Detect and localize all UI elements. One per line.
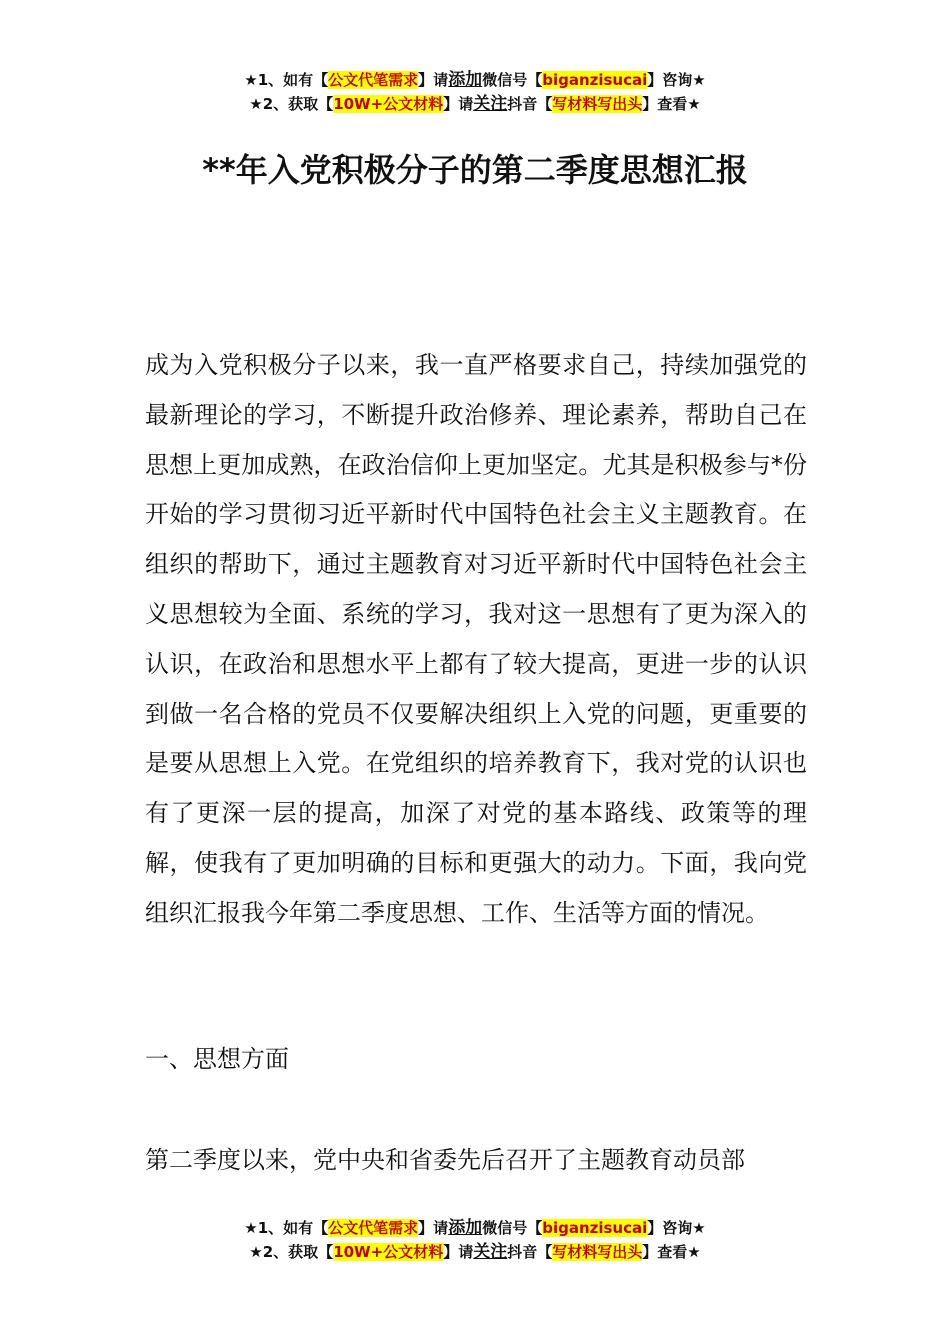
- emphasis-text: 添加: [448, 1218, 483, 1238]
- notice-text: 】咨询★: [647, 71, 706, 89]
- notice-line-2: [0, 1240, 950, 1264]
- notice-text: ★2、获取【: [249, 95, 334, 113]
- section-heading: 一、思想方面: [145, 1045, 289, 1073]
- header-notice: [0, 68, 950, 116]
- highlight-materials: 10W+公文材料: [333, 95, 444, 113]
- highlight-douyin-id: 写材料写出头: [552, 1243, 643, 1261]
- notice-line-1: [0, 68, 950, 92]
- highlight-wechat-id: biganzisucai: [542, 71, 648, 89]
- notice-text: ★1、如有【: [244, 1219, 329, 1237]
- notice-text: 】请: [443, 1243, 474, 1261]
- highlight-douyin-id: 写材料写出头: [552, 95, 643, 113]
- highlight-wechat-id: biganzisucai: [542, 1219, 648, 1237]
- notice-text: 微信号【: [482, 71, 543, 89]
- notice-text: 抖音【: [507, 1243, 553, 1261]
- notice-text: ★2、获取【: [249, 1243, 334, 1261]
- notice-text: 】查看★: [642, 1243, 701, 1261]
- emphasis-text: 关注: [473, 94, 508, 114]
- notice-text: 】请: [418, 1219, 449, 1237]
- highlight-service: 公文代笔需求: [328, 71, 419, 89]
- body-paragraph: 第二季度以来，党中央和省委先后召开了主题教育动员部: [145, 1146, 745, 1174]
- highlight-service: 公文代笔需求: [328, 1219, 419, 1237]
- document-title: **年入党积极分子的第二季度思想汇报: [202, 151, 748, 189]
- notice-text: 】咨询★: [647, 1219, 706, 1237]
- notice-line-1: [0, 1216, 950, 1240]
- notice-text: 】请: [443, 95, 474, 113]
- emphasis-text: 关注: [473, 1242, 508, 1262]
- highlight-materials: 10W+公文材料: [333, 1243, 444, 1261]
- body-paragraph: 成为入党积极分子以来，我一直严格要求自己，持续加强党的最新理论的学习，不断提升政治修养、理论素养，帮助自己在思想上更加成熟，在政治信仰上更加坚定。尤其是积极参与*份开始的学习贯彻习近平新时代中国特色社会主义主题教育。在组织的帮助下，通过主题教育对习近平新时代中国特色社会主义思想较为全面、系统的学习，我对这一思想有了更为深入的认识，在政治和思想水平上都有了较大提高，更进一步的认识到做一名合格的党员不仅要解决组织上入党的问题，更重要的是要从思想上入党。在党组织的培养教育下，我对党的认识也有了更深一层的提高，加深了对党的基本路线、政策等的理解，使我有了更加明确的目标和更强大的动力。下面，我向党组织汇报我今年第二季度思想、工作、生活等方面的情况。: [145, 351, 807, 927]
- footer-notice: [0, 1216, 950, 1264]
- notice-text: 】请: [418, 71, 449, 89]
- notice-text: 抖音【: [507, 95, 553, 113]
- notice-text: 微信号【: [482, 1219, 543, 1237]
- emphasis-text: 添加: [448, 70, 483, 90]
- notice-line-2: [0, 92, 950, 116]
- notice-text: ★1、如有【: [244, 71, 329, 89]
- notice-text: 】查看★: [642, 95, 701, 113]
